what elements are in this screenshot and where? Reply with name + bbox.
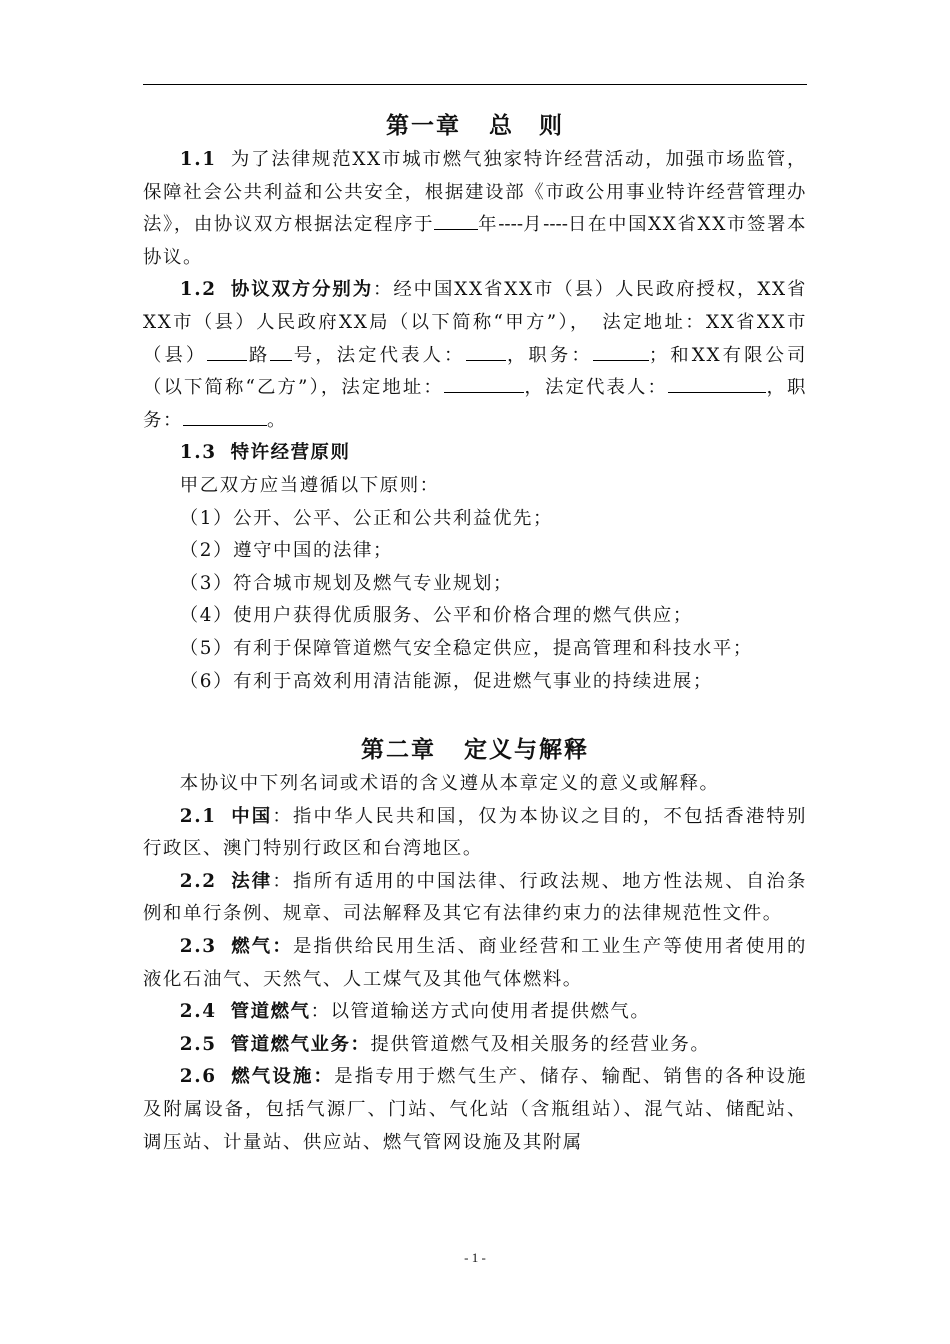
document-body [143, 108, 807, 1159]
chapter-1-title: 第一章 总 则 [386, 112, 564, 139]
definition-2-4: 2.4 管道燃气：以管道输送方式向使用者提供燃气。 [179, 1001, 651, 1023]
clause-1-3-intro: 甲乙双方应当遵循以下原则： [179, 474, 440, 496]
definition-2-3: 2.3 燃气：是指供给民用生活、商业经营和工业生产等使用者使用的液化石油气、天然气、人工煤气及其他气体燃料。 [143, 936, 807, 990]
clause-1-2: 1.2 协议双方分别为：经中国XX省XX市（县）人民政府授权，XX省XX市（县）人民政府XX局（以下简称“甲方”）， 法定地址：XX省XX市（县） 路 号，法定代表人： ，职务： ；和XX有限公司（以下简称“乙方”），法定地址： ，法定代表人： ，职务： 。 [143, 279, 808, 431]
definition-2-2: 2.2 法律：指所有适用的中国法律、行政法规、地方性法规、自治条例和单行条例、规章、司法解释及其它有法律约束力的法律规范性文件。 [143, 870, 807, 925]
principle-item: （6）有利于高效利用清洁能源，促进燃气事业的持续进展； [179, 670, 713, 692]
principle-item: （1）公开、公平、公正和公共利益优先； [179, 507, 553, 529]
chapter-2-intro: 本协议中下列名词或术语的含义遵从本章定义的意义或解释。 [179, 773, 720, 795]
principle-item: （2）遵守中国的法律； [179, 540, 394, 562]
clause-1-3-heading: 1.3 特许经营原则 [179, 442, 351, 464]
principle-item: （5）有利于保障管道燃气安全稳定供应，提高管理和科技水平； [179, 637, 753, 659]
chapter-2-title: 第二章 定义与解释 [361, 736, 589, 764]
clause-1-1: 1.1 为了法律规范XX市城市燃气独家特许经营活动，加强市场监管，保障社会公共利益和公共安全，根据建设部《市政公用事业特许经营管理办法》，由协议双方根据法定程序于 年----月----日在中国XX省XX市签署本协议。 [143, 149, 807, 268]
header-rule [143, 84, 807, 85]
definition-2-5: 2.5 管道燃气业务：提供管道燃气及相关服务的经营业务。 [179, 1033, 711, 1055]
blank-year [434, 211, 478, 230]
principle-item: （3）符合城市规划及燃气专业规划； [179, 572, 513, 594]
definition-2-1: 2.1 中国：指中华人民共和国，仅为本协议之目的，不包括香港特别行政区、澳门特别行政区和台湾地区。 [143, 805, 807, 860]
principle-item: （4）使用户获得优质服务、公平和价格合理的燃气供应； [179, 605, 693, 627]
page-number: - 1 - [464, 1250, 486, 1265]
definition-2-6: 2.6 燃气设施：是指专用于燃气生产、储存、输配、销售的各种设施及附属设备，包括气源厂、门站、气化站（含瓶组站）、混气站、储配站、调压站、计量站、供应站、燃气管网设施及其附属 [143, 1066, 807, 1153]
